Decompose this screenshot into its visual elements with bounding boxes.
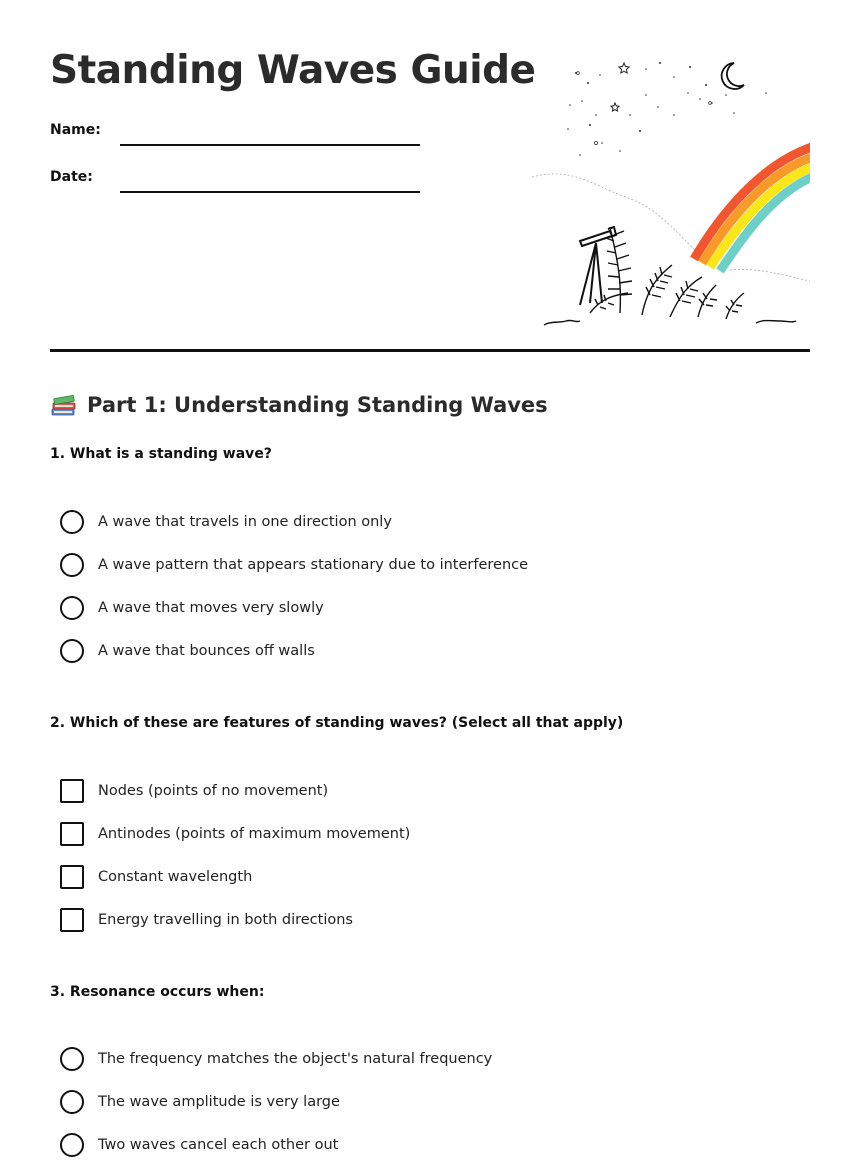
checkbox[interactable] <box>60 779 84 803</box>
q3-option-b[interactable] <box>60 1089 340 1115</box>
option-label: Nodes (points of no movement) <box>98 783 329 799</box>
q2-option-b[interactable] <box>60 821 410 847</box>
page-title: Standing Waves Guide <box>50 48 536 93</box>
date-field[interactable] <box>50 169 430 193</box>
q3-option-c[interactable] <box>60 1132 338 1158</box>
moon-icon <box>722 63 744 89</box>
q3-option-a[interactable] <box>60 1046 492 1072</box>
date-input-line[interactable] <box>120 191 420 193</box>
question-3: 3. Resonance occurs when: <box>50 984 265 1000</box>
option-label: A wave pattern that appears stationary due to interference <box>98 557 529 573</box>
checkbox[interactable] <box>60 822 84 846</box>
name-input-line[interactable] <box>120 144 420 146</box>
q1-option-c[interactable] <box>60 595 324 621</box>
hills-outline <box>532 174 710 265</box>
radio-button[interactable] <box>60 1047 84 1071</box>
option-label: A wave that moves very slowly <box>98 600 324 616</box>
section-heading-text: Part 1: Understanding Standing Waves <box>87 393 548 417</box>
name-label: Name: <box>50 122 101 138</box>
checkbox[interactable] <box>60 865 84 889</box>
radio-button[interactable] <box>60 1133 84 1157</box>
books-icon <box>50 392 78 418</box>
q2-option-a[interactable] <box>60 778 328 804</box>
q1-option-a[interactable] <box>60 509 392 535</box>
q1-option-b[interactable] <box>60 552 528 578</box>
section-divider <box>50 349 810 352</box>
telescope-icon <box>580 227 616 305</box>
question-1: 1. What is a standing wave? <box>50 446 272 462</box>
question-2: 2. Which of these are features of standing waves? (Select all that apply) <box>50 715 624 731</box>
small-circles <box>577 72 712 145</box>
q2-option-c[interactable] <box>60 864 252 890</box>
q1-option-d[interactable] <box>60 638 315 664</box>
name-field[interactable] <box>50 122 430 146</box>
option-label: Energy travelling in both directions <box>98 912 353 928</box>
radio-button[interactable] <box>60 510 84 534</box>
radio-button[interactable] <box>60 639 84 663</box>
q2-option-d[interactable] <box>60 907 353 933</box>
star-icon <box>611 63 629 111</box>
radio-button[interactable] <box>60 596 84 620</box>
section-heading-part1 <box>50 390 548 420</box>
option-label: A wave that travels in one direction only <box>98 514 392 530</box>
checkbox[interactable] <box>60 908 84 932</box>
option-label: A wave that bounces off walls <box>98 643 315 659</box>
option-label: Two waves cancel each other out <box>98 1137 339 1153</box>
date-label: Date: <box>50 169 93 185</box>
option-label: The frequency matches the object's natural frequency <box>98 1051 493 1067</box>
option-label: Constant wavelength <box>98 869 253 885</box>
option-label: The wave amplitude is very large <box>98 1094 340 1110</box>
option-label: Antinodes (points of maximum movement) <box>98 826 411 842</box>
radio-button[interactable] <box>60 1090 84 1114</box>
rainbow-icon <box>694 147 810 271</box>
night-sky-rainbow-illustration <box>530 55 810 335</box>
ground-squiggles <box>544 320 796 325</box>
radio-button[interactable] <box>60 553 84 577</box>
